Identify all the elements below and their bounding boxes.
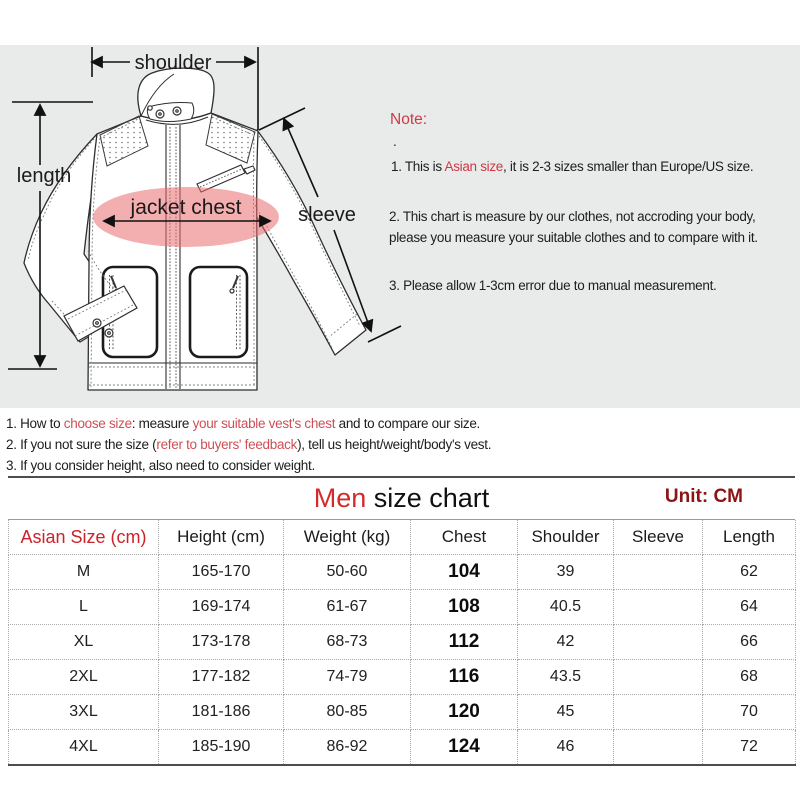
- table-cell: 68-73: [284, 625, 411, 660]
- text-line: 2. This chart is measure by our clothes, not accroding your body,: [389, 209, 756, 224]
- size-cell: 3XL: [9, 695, 159, 730]
- table-cell: 124: [411, 730, 518, 766]
- size-cell: 4XL: [9, 730, 159, 766]
- size-table: [8, 476, 795, 766]
- unit-label: Unit: CM: [664, 486, 743, 507]
- table-cell: 165-170: [159, 555, 284, 590]
- shoulder-label: shoulder: [134, 52, 212, 74]
- length-label: length: [16, 165, 72, 187]
- table-cell: 177-182: [159, 660, 284, 695]
- table-cell: 66: [703, 625, 796, 660]
- table-cell: 64: [703, 590, 796, 625]
- table-cell: [614, 730, 703, 766]
- text-line: 3. Please allow 1-3cm error due to manual measurement.: [389, 278, 717, 293]
- text-line: please you measure your suitable clothes and to compare with it.: [389, 229, 758, 245]
- table-cell: 74-79: [284, 660, 411, 695]
- size-table-grid: [8, 520, 796, 766]
- table-row: [9, 590, 796, 625]
- table-cell: 173-178: [159, 625, 284, 660]
- note-dot: .: [393, 134, 397, 149]
- table-cell: 72: [703, 730, 796, 766]
- sleeve-label: sleeve: [298, 204, 356, 226]
- table-row: [9, 660, 796, 695]
- table-row: [9, 555, 796, 590]
- col-header-shoulder: Shoulder: [518, 520, 614, 555]
- col-header-weight-kg: Weight (kg): [284, 520, 411, 555]
- text-line: 1. How to choose size: measure your suitable vest's chest and to compare our size.: [6, 416, 481, 431]
- table-title-row: [8, 476, 795, 520]
- table-cell: 80-85: [284, 695, 411, 730]
- table-cell: [614, 625, 703, 660]
- col-header-chest: Chest: [411, 520, 518, 555]
- table-cell: 104: [411, 555, 518, 590]
- jacket-diagram: [0, 45, 410, 408]
- table-cell: 120: [411, 695, 518, 730]
- header-row: [9, 520, 796, 555]
- table-cell: [614, 660, 703, 695]
- note-title: Note:: [390, 111, 428, 128]
- table-cell: 68: [703, 660, 796, 695]
- table-cell: [614, 590, 703, 625]
- table-cell: 116: [411, 660, 518, 695]
- table-cell: 185-190: [159, 730, 284, 766]
- text-line: 1. This is Asian size, it is 2-3 sizes smaller than Europe/US size.: [391, 159, 754, 174]
- table-cell: 70: [703, 695, 796, 730]
- tip-item-1: [6, 416, 480, 431]
- size-cell: 2XL: [9, 660, 159, 695]
- tip-item-3: [6, 458, 315, 473]
- col-header-asian-size-cm: Asian Size (cm): [9, 520, 159, 555]
- text-line: 2. If you not sure the size (refer to buyers' feedback), tell us height/weight/body's vest.: [6, 437, 492, 452]
- table-cell: [614, 695, 703, 730]
- table-cell: 112: [411, 625, 518, 660]
- table-cell: 46: [518, 730, 614, 766]
- table-title-accent: Men: [313, 483, 367, 513]
- col-header-length: Length: [703, 520, 796, 555]
- table-cell: 39: [518, 555, 614, 590]
- size-cell: M: [9, 555, 159, 590]
- table-cell: 62: [703, 555, 796, 590]
- note-item-2: [389, 207, 758, 248]
- table-cell: 169-174: [159, 590, 284, 625]
- table-cell: 86-92: [284, 730, 411, 766]
- table-cell: 43.5: [518, 660, 614, 695]
- table-cell: 181-186: [159, 695, 284, 730]
- table-row: [9, 695, 796, 730]
- col-header-height-cm: Height (cm): [159, 520, 284, 555]
- table-cell: 61-67: [284, 590, 411, 625]
- table-cell: 42: [518, 625, 614, 660]
- table-cell: 40.5: [518, 590, 614, 625]
- tip-item-2: [6, 437, 491, 452]
- size-cell: XL: [9, 625, 159, 660]
- table-cell: 50-60: [284, 555, 411, 590]
- table-row: [9, 730, 796, 766]
- table-title-rest: size chart: [366, 483, 490, 513]
- text-line: 3. If you consider height, also need to consider weight.: [6, 458, 315, 473]
- table-cell: 108: [411, 590, 518, 625]
- note-item-1: [391, 159, 753, 174]
- table-title: [314, 483, 490, 514]
- col-header-sleeve: Sleeve: [614, 520, 703, 555]
- note-item-3: [389, 278, 716, 293]
- table-cell: [614, 555, 703, 590]
- table-row: [9, 625, 796, 660]
- size-cell: L: [9, 590, 159, 625]
- jacket-chest-label: jacket chest: [130, 196, 242, 219]
- table-cell: 45: [518, 695, 614, 730]
